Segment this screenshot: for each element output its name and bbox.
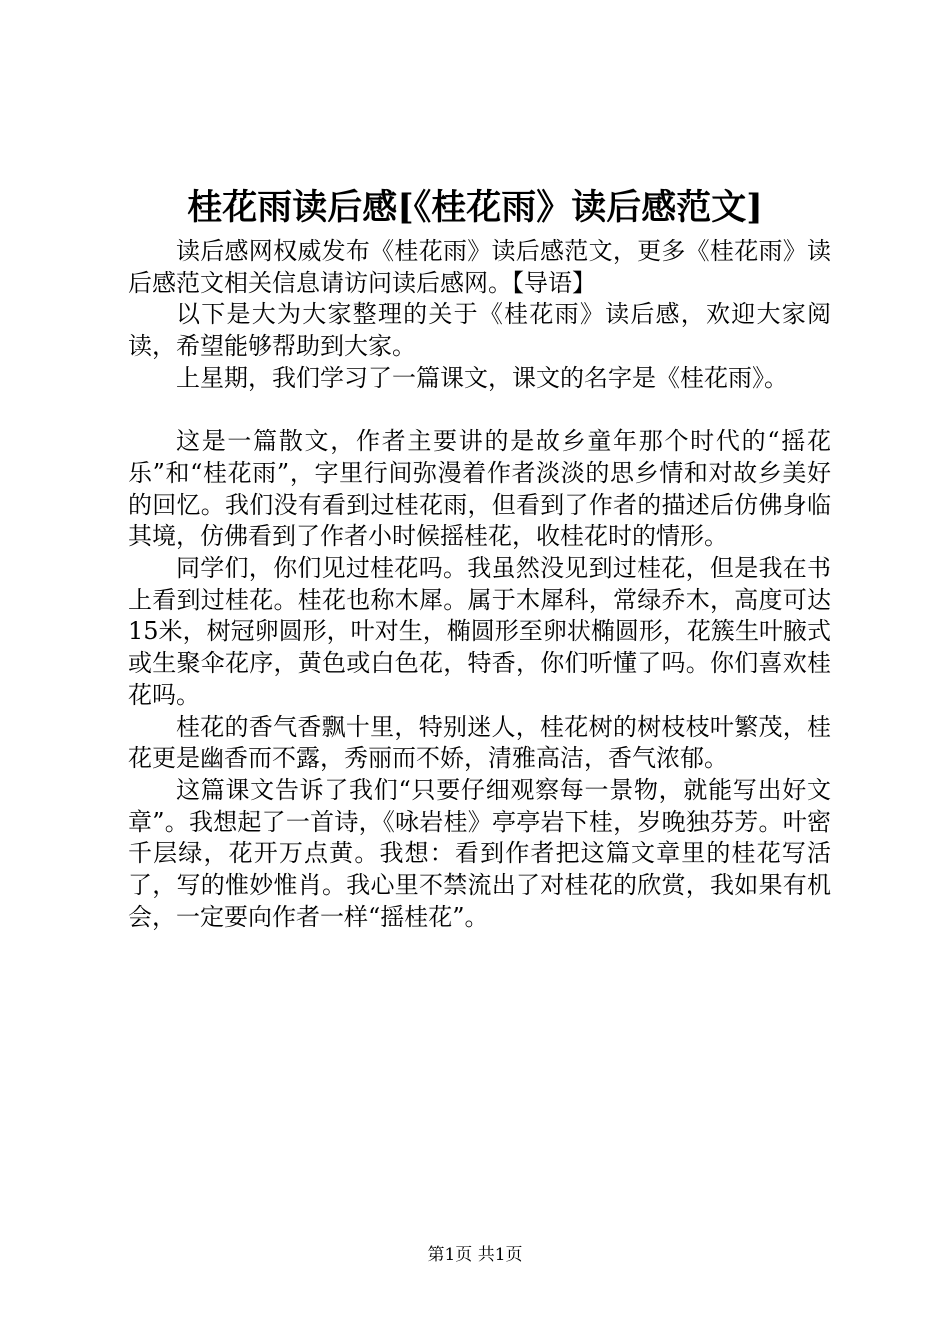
paragraph-osmanthus-facts: 同学们，你们见过桂花吗。我虽然没见到过桂花，但是我在书上看到过桂花。桂花也称木犀。属于木犀科，常绿乔木，高度可达15米，树冠卵圆形，叶对生，椭圆形至卵状椭圆形，花簇生叶腋式或生聚伞花序，黄色或白色花，特香，你们听懂了吗。你们喜欢桂花吗。 (128, 554, 831, 709)
page-number-footer: 第1页 共1页 (427, 1245, 523, 1265)
paragraph-essay-summary: 这是一篇散文，作者主要讲的是故乡童年那个时代的“摇花乐”和“桂花雨”，字里行间弥漫着作者淡淡的思乡情和对故乡美好的回忆。我们没有看到过桂花雨，但看到了作者的描述后仿佛身临其境，仿佛看到了作者小时候摇桂花，收桂花时的情形。 (128, 427, 831, 551)
paragraph-conclusion: 这篇课文告诉了我们“只要仔细观察每一景物，就能写出好文章”。我想起了一首诗，《咏岩桂》亭亭岩下桂，岁晚独芬芳。叶密千层绿，花开万点黄。我想：看到作者把这篇文章里的桂花写活了，写的惟妙惟肖。我心里不禁流出了对桂花的欣赏，我如果有机会，一定要向作者一样“摇桂花”。 (128, 775, 831, 931)
paragraph-last-week: 上星期，我们学习了一篇课文，课文的名字是《桂花雨》。 (176, 363, 788, 392)
document-title: 桂花雨读后感[《桂花雨》读后感范文] (187, 187, 763, 228)
paragraph-intro: 读后感网权威发布《桂花雨》读后感范文，更多《桂花雨》读后感范文相关信息请访问读后感网。【导语】 (128, 237, 831, 297)
paragraph-welcome: 以下是大为大家整理的关于《桂花雨》读后感，欢迎大家阅读，希望能够帮助到大家。 (128, 300, 831, 361)
paragraph-fragrance: 桂花的香气香飘十里，特别迷人，桂花树的树枝枝叶繁茂，桂花更是幽香而不露，秀丽而不娇，清雅高洁，香气浓郁。 (128, 712, 831, 773)
document-body (128, 236, 831, 933)
